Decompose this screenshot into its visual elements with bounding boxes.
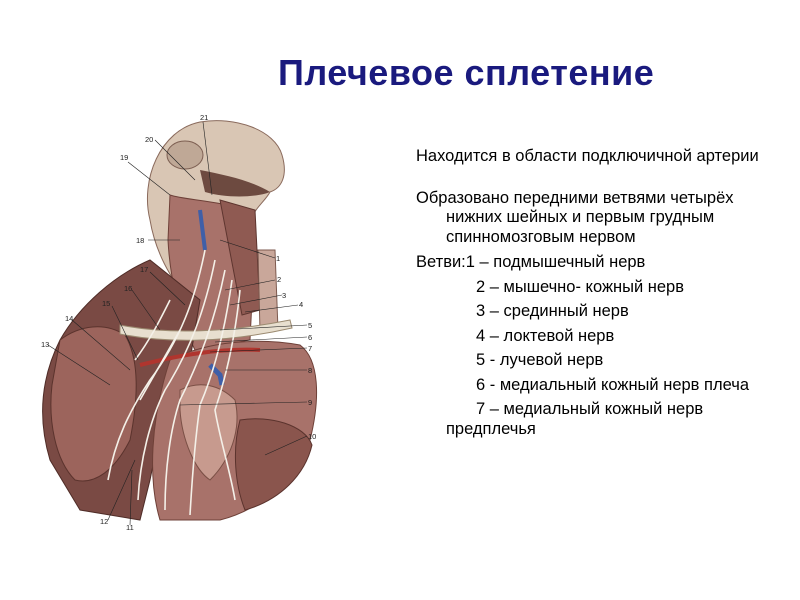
label-17: 17 — [140, 265, 149, 274]
anatomy-drawing — [20, 100, 380, 540]
label-19: 19 — [120, 153, 129, 162]
label-11: 11 — [126, 523, 134, 532]
location-paragraph: Находится в области подключичной артерии — [416, 147, 759, 165]
label-9: 9 — [308, 398, 313, 407]
branch-item: 7 – медиальный кожный нерв предплечья — [446, 400, 704, 438]
trachea — [258, 250, 281, 332]
label-5: 5 — [308, 321, 313, 330]
label-6: 6 — [308, 333, 313, 342]
spacer — [416, 167, 786, 189]
label-4: 4 — [299, 300, 304, 309]
branch-item: 2 – мышечно- кожный нерв — [476, 277, 684, 296]
label-21: 21 — [200, 113, 209, 122]
label-1: 1 — [276, 254, 281, 263]
serratus — [235, 419, 312, 510]
label-8: 8 — [308, 366, 313, 375]
label-18: 18 — [136, 236, 145, 245]
label-15: 15 — [102, 299, 111, 308]
label-20: 20 — [145, 135, 154, 144]
brachial-plexus-illustration — [20, 100, 380, 540]
slide-title: Плечевое сплетение — [278, 52, 655, 93]
label-7: 7 — [308, 344, 313, 353]
branch-item: 5 - лучевой нерв — [476, 351, 604, 369]
label-3: 3 — [282, 291, 287, 300]
label-2: 2 — [277, 275, 282, 284]
ear — [167, 141, 203, 169]
branch-item: 3 – срединный нерв — [476, 302, 629, 320]
branch-item: 6 - медиальный кожный нерв плеча — [476, 375, 749, 394]
label-10: 10 — [308, 432, 317, 441]
branch-item: 4 – локтевой нерв — [476, 326, 615, 345]
label-16: 16 — [124, 284, 133, 293]
label-13: 13 — [41, 340, 50, 349]
label-14: 14 — [65, 314, 74, 323]
description-text — [416, 147, 786, 444]
formation-paragraph: Образовано передними ветвями четырёх нижних шейных и первым грудным спинномозговым нервом — [416, 188, 734, 246]
branches-heading: Ветви:1 – подмышечный нерв — [416, 253, 646, 271]
label-12: 12 — [100, 517, 109, 526]
